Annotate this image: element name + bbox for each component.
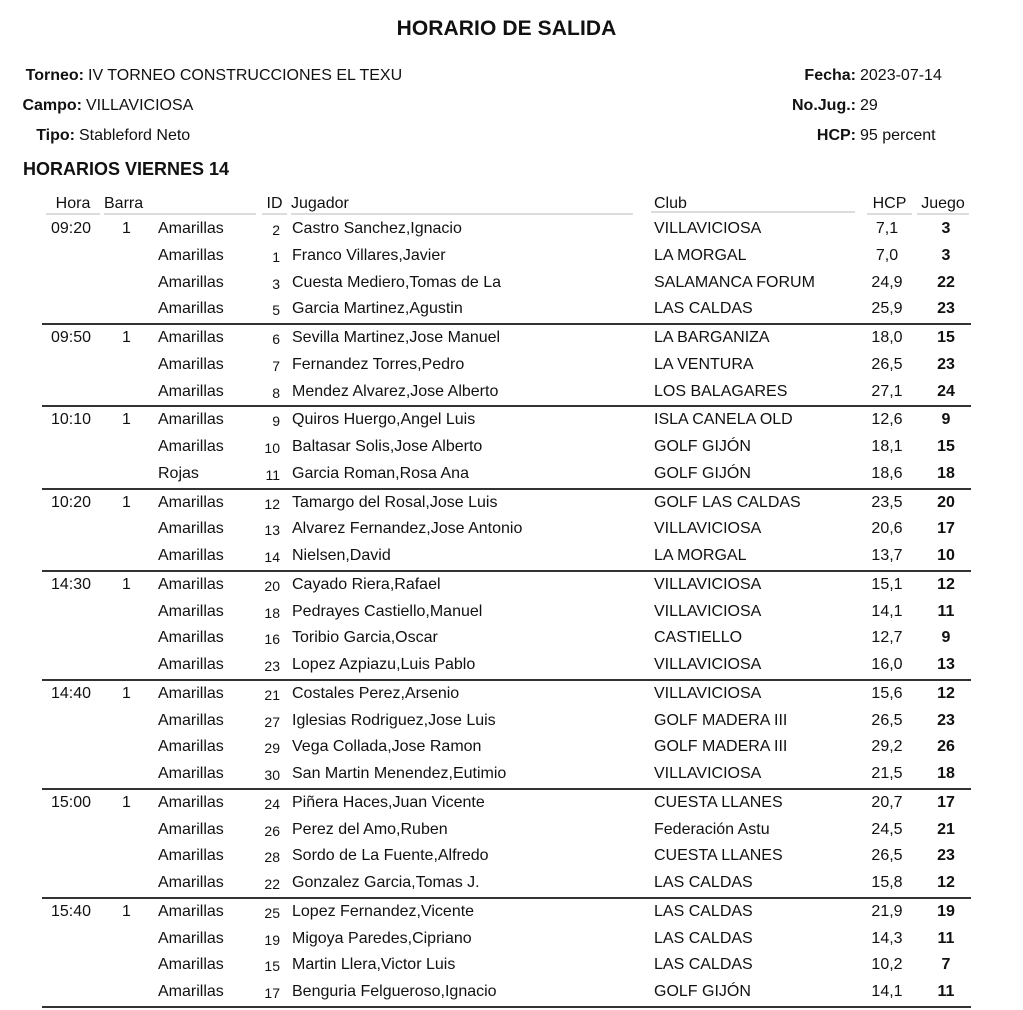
player-hcp: 27,1 (871, 382, 903, 400)
player-name: Lopez Fernandez,Vicente (292, 902, 475, 920)
player-name: Piñera Haces,Juan Vicente (292, 793, 485, 811)
meta-value: IV TORNEO CONSTRUCCIONES EL TEXU (88, 67, 403, 84)
tee-color: Amarillas (158, 983, 224, 1000)
player-id: 29 (264, 740, 280, 757)
meta-value: VILLAVICIOSA (86, 97, 194, 114)
player-hcp: 21,5 (871, 765, 903, 782)
player-club: GOLF MADERA III (654, 711, 788, 729)
player-name: Nielsen,David (292, 547, 391, 564)
tee-time-group (42, 681, 971, 790)
tee-color: Amarillas (158, 629, 224, 647)
header-hora: Hora (46, 194, 100, 215)
player-playing-hcp: 23 (937, 300, 955, 318)
player-name: Garcia Martinez,Agustin (292, 300, 463, 318)
tee-time: 09:20 (51, 220, 92, 237)
player-club: VILLAVICIOSA (654, 575, 762, 593)
player-playing-hcp: 9 (941, 411, 951, 429)
player-name: Martin Llera,Victor Luis (292, 956, 456, 974)
player-hcp: 26,5 (871, 847, 903, 865)
player-name: Sordo de La Fuente,Alfredo (292, 847, 489, 865)
player-id: 6 (272, 331, 280, 347)
tee-number: 1 (122, 902, 131, 920)
player-club: LA VENTURA (654, 355, 754, 373)
player-club: ISLA CANELA OLD (654, 411, 793, 429)
player-club: LAS CALDAS (654, 902, 753, 920)
player-name: Perez del Amo,Ruben (292, 820, 448, 838)
tee-color: Amarillas (158, 273, 224, 291)
header-id: ID (262, 194, 287, 215)
tee-time-group (42, 572, 971, 681)
player-name: Fernandez Torres,Pedro (292, 355, 465, 373)
tee-color: Amarillas (158, 847, 224, 865)
player-hcp: 25,9 (871, 300, 903, 318)
player-name: Alvarez Fernandez,Jose Antonio (292, 520, 523, 538)
player-hcp: 24,9 (871, 273, 903, 291)
player-hcp: 21,9 (871, 902, 903, 920)
tee-time: 14:30 (51, 575, 92, 593)
player-name: Pedrayes Castiello,Manuel (292, 602, 483, 620)
tee-time: 14:40 (51, 684, 92, 702)
meta-value: 2023-07-14 (860, 67, 942, 84)
player-playing-hcp: 13 (937, 656, 955, 673)
tee-color: Amarillas (158, 382, 224, 400)
tee-times-table (42, 216, 971, 1008)
player-hcp: 14,1 (871, 983, 903, 1000)
player-name: Cayado Riera,Rafael (292, 575, 441, 593)
player-playing-hcp: 15 (937, 329, 955, 346)
table-row (42, 843, 971, 870)
player-name: Garcia Roman,Rosa Ana (292, 464, 469, 482)
player-club: LAS CALDAS (654, 929, 753, 947)
player-id: 3 (272, 275, 280, 292)
player-id: 20 (264, 577, 280, 594)
player-id: 13 (264, 522, 280, 539)
player-playing-hcp: 7 (941, 956, 951, 974)
table-header (0, 194, 1023, 216)
player-playing-hcp: 10 (937, 547, 955, 564)
player-id: 28 (264, 849, 280, 866)
player-hcp: 29,2 (871, 738, 903, 756)
player-club: CUESTA LLANES (654, 847, 783, 865)
player-hcp: 24,5 (871, 820, 903, 838)
player-hcp: 26,5 (871, 355, 903, 373)
player-club: VILLAVICIOSA (654, 220, 762, 237)
player-id: 11 (265, 466, 280, 483)
player-playing-hcp: 3 (941, 220, 951, 237)
table-row (42, 817, 971, 844)
player-playing-hcp: 17 (937, 793, 955, 811)
player-hcp: 12,7 (871, 629, 903, 647)
table-row (42, 952, 971, 979)
tee-color: Amarillas (158, 738, 224, 756)
table-row (42, 761, 971, 788)
player-club: CASTIELLO (654, 629, 743, 647)
player-playing-hcp: 18 (937, 464, 955, 482)
player-id: 16 (264, 631, 280, 648)
player-name: Benguria Felgueroso,Ignacio (292, 983, 497, 1000)
player-playing-hcp: 12 (937, 684, 955, 702)
header-juego: Juego (917, 194, 969, 215)
meta-campo (7, 96, 193, 116)
tee-color: Amarillas (158, 874, 224, 891)
header-club: Club (651, 194, 855, 213)
player-name: Lopez Azpiazu,Luis Pablo (292, 656, 476, 673)
player-club: GOLF GIJÓN (654, 438, 751, 455)
player-club: LA BARGANIZA (654, 329, 770, 346)
player-hcp: 18,0 (871, 329, 903, 346)
tee-time-group (42, 490, 971, 572)
tee-color: Amarillas (158, 902, 224, 920)
table-row (42, 708, 971, 735)
tee-time-group (42, 407, 971, 489)
tee-color: Amarillas (158, 820, 224, 838)
meta-tipo (0, 126, 190, 146)
tee-color: Amarillas (158, 520, 224, 538)
player-name: Toribio Garcia,Oscar (292, 629, 438, 647)
meta-label: No.Jug.: (792, 97, 856, 114)
player-id: 24 (264, 795, 280, 812)
tee-color: Amarillas (158, 329, 224, 346)
player-hcp: 20,6 (871, 520, 903, 538)
tee-color: Amarillas (158, 438, 224, 455)
tee-time: 15:40 (51, 902, 92, 920)
meta-value: 29 (860, 97, 878, 114)
player-id: 18 (264, 604, 280, 621)
tee-time-group (42, 216, 971, 325)
player-club: VILLAVICIOSA (654, 602, 762, 620)
tee-color: Amarillas (158, 602, 224, 620)
player-name: Franco Villares,Javier (292, 246, 446, 264)
meta-torneo (9, 66, 402, 86)
player-club: LA MORGAL (654, 547, 747, 564)
tee-color: Amarillas (158, 246, 224, 264)
meta-label: Campo: (22, 97, 82, 114)
tee-color: Amarillas (158, 220, 224, 237)
tee-color: Amarillas (158, 411, 224, 429)
table-row (42, 243, 971, 270)
table-row (42, 572, 971, 599)
table-row (42, 599, 971, 626)
table-row (42, 625, 971, 652)
table-row (42, 543, 971, 570)
player-playing-hcp: 21 (937, 820, 955, 838)
player-playing-hcp: 12 (937, 575, 955, 593)
meta-label: HCP: (816, 127, 856, 144)
player-id: 5 (272, 302, 280, 319)
tee-number: 1 (122, 493, 131, 511)
table-row (42, 516, 971, 543)
tee-time: 10:10 (51, 411, 92, 429)
tee-color: Amarillas (158, 793, 224, 811)
player-playing-hcp: 24 (937, 382, 955, 400)
player-name: Vega Collada,Jose Ramon (292, 738, 482, 756)
player-club: GOLF GIJÓN (654, 983, 751, 1000)
meta-value: 95 percent (860, 127, 936, 144)
tee-number: 1 (122, 575, 131, 593)
meta-value: Stableford Neto (79, 127, 191, 144)
table-row (42, 681, 971, 708)
meta-fecha (743, 66, 942, 86)
table-row (42, 926, 971, 953)
player-name: Tamargo del Rosal,Jose Luis (292, 493, 498, 511)
player-id: 1 (272, 248, 280, 265)
table-row (42, 652, 971, 679)
player-id: 21 (264, 686, 280, 703)
player-name: Castro Sanchez,Ignacio (292, 220, 462, 237)
player-id: 27 (264, 713, 280, 730)
player-club: LAS CALDAS (654, 300, 753, 318)
tee-color: Amarillas (158, 929, 224, 947)
player-playing-hcp: 20 (937, 493, 955, 511)
tee-time-group (42, 325, 971, 407)
table-row (42, 979, 971, 1006)
player-playing-hcp: 12 (937, 874, 955, 891)
tee-color: Amarillas (158, 765, 224, 782)
player-hcp: 12,6 (871, 411, 903, 429)
table-row (42, 899, 971, 926)
player-id: 12 (264, 495, 280, 512)
table-row (42, 434, 971, 461)
tee-number: 1 (122, 220, 131, 237)
section-title: HORARIOS VIERNES 14 (23, 159, 230, 179)
player-club: VILLAVICIOSA (654, 520, 762, 538)
player-playing-hcp: 23 (937, 355, 955, 373)
table-row (42, 461, 971, 488)
player-name: Quiros Huergo,Angel Luis (292, 411, 476, 429)
table-row (42, 734, 971, 761)
table-row (42, 270, 971, 297)
header-barra: Barra (104, 194, 256, 215)
player-club: GOLF MADERA III (654, 738, 788, 756)
meta-label: Tipo: (36, 127, 75, 144)
player-club: CUESTA LLANES (654, 793, 783, 811)
player-id: 14 (264, 549, 280, 565)
table-row (42, 216, 971, 243)
player-hcp: 14,1 (871, 602, 903, 620)
tee-number: 1 (122, 411, 131, 429)
player-playing-hcp: 19 (937, 902, 955, 920)
player-id: 10 (264, 440, 280, 456)
tee-number: 1 (122, 329, 131, 346)
table-row (42, 870, 971, 897)
player-id: 7 (272, 357, 280, 374)
player-playing-hcp: 11 (937, 983, 955, 1000)
player-club: VILLAVICIOSA (654, 684, 762, 702)
tee-color: Amarillas (158, 711, 224, 729)
player-name: Gonzalez Garcia,Tomas J. (292, 874, 480, 891)
document-title: HORARIO DE SALIDA (396, 17, 617, 40)
player-hcp: 20,7 (871, 793, 903, 811)
player-club: GOLF LAS CALDAS (654, 493, 801, 511)
table-row (42, 379, 971, 406)
player-id: 26 (264, 822, 280, 839)
player-hcp: 7,1 (875, 220, 899, 237)
table-row (42, 790, 971, 817)
player-playing-hcp: 11 (937, 929, 955, 947)
header-jugador: Jugador (291, 194, 633, 215)
player-hcp: 13,7 (871, 547, 903, 564)
player-playing-hcp: 11 (937, 602, 955, 620)
meta-label: Torneo: (25, 67, 84, 84)
player-playing-hcp: 26 (937, 738, 955, 756)
player-playing-hcp: 23 (937, 711, 955, 729)
tee-color: Amarillas (158, 355, 224, 373)
player-hcp: 15,8 (871, 874, 903, 891)
player-id: 23 (264, 658, 280, 674)
player-hcp: 7,0 (875, 246, 899, 264)
player-name: San Martin Menendez,Eutimio (292, 765, 507, 782)
table-row (42, 490, 971, 517)
player-name: Iglesias Rodriguez,Jose Luis (292, 711, 496, 729)
header-hcp: HCP (867, 194, 912, 215)
player-hcp: 15,1 (871, 575, 903, 593)
tee-time: 15:00 (51, 793, 92, 811)
player-hcp: 10,2 (871, 956, 903, 974)
player-hcp: 18,6 (871, 464, 903, 482)
meta-hcp (743, 126, 936, 146)
tee-color: Amarillas (158, 656, 224, 673)
player-hcp: 16,0 (871, 656, 903, 673)
player-club: Federación Astu (654, 820, 770, 838)
player-id: 25 (264, 904, 280, 921)
player-playing-hcp: 18 (937, 765, 955, 782)
player-hcp: 26,5 (871, 711, 903, 729)
player-club: GOLF GIJÓN (654, 464, 751, 482)
tee-color: Amarillas (158, 547, 224, 564)
tee-color: Rojas (158, 464, 199, 482)
player-club: LAS CALDAS (654, 874, 753, 891)
player-club: LA MORGAL (654, 246, 747, 264)
player-id: 22 (264, 876, 280, 892)
player-id: 8 (272, 384, 280, 401)
tee-number: 1 (122, 793, 131, 811)
player-playing-hcp: 22 (937, 273, 955, 291)
tee-color: Amarillas (158, 300, 224, 318)
meta-players-count (743, 96, 878, 116)
player-name: Cuesta Mediero,Tomas de La (292, 273, 501, 291)
player-id: 19 (264, 931, 280, 948)
table-row (42, 407, 971, 434)
player-name: Migoya Paredes,Cipriano (292, 929, 472, 947)
tee-time: 10:20 (51, 493, 92, 511)
player-club: SALAMANCA FORUM (654, 273, 815, 291)
player-name: Baltasar Solis,Jose Alberto (292, 438, 483, 455)
player-playing-hcp: 3 (941, 246, 951, 264)
player-hcp: 15,6 (871, 684, 903, 702)
tee-color: Amarillas (158, 684, 224, 702)
player-club: LAS CALDAS (654, 956, 753, 974)
tee-color: Amarillas (158, 575, 224, 593)
tee-time: 09:50 (51, 329, 92, 346)
table-row (42, 296, 971, 323)
player-id: 17 (264, 985, 280, 1001)
player-club: VILLAVICIOSA (654, 656, 762, 673)
player-name: Mendez Alvarez,Jose Alberto (292, 382, 499, 400)
player-playing-hcp: 23 (937, 847, 955, 865)
table-row (42, 352, 971, 379)
player-club: VILLAVICIOSA (654, 765, 762, 782)
player-hcp: 23,5 (871, 493, 903, 511)
tee-color: Amarillas (158, 493, 224, 511)
player-club: LOS BALAGARES (654, 382, 788, 400)
tee-time-group (42, 899, 971, 1008)
player-playing-hcp: 17 (937, 520, 955, 538)
player-name: Sevilla Martinez,Jose Manuel (292, 329, 501, 346)
tee-color: Amarillas (158, 956, 224, 974)
player-hcp: 14,3 (871, 929, 903, 947)
player-id: 9 (272, 413, 280, 430)
table-row (42, 325, 971, 352)
meta-label: Fecha: (804, 67, 856, 84)
player-id: 30 (264, 767, 280, 783)
player-id: 2 (272, 222, 280, 238)
player-playing-hcp: 9 (941, 629, 951, 647)
tee-number: 1 (122, 684, 131, 702)
player-playing-hcp: 15 (937, 438, 955, 455)
tee-time-group (42, 790, 971, 899)
player-id: 15 (264, 958, 280, 975)
player-hcp: 18,1 (871, 438, 903, 455)
player-name: Costales Perez,Arsenio (292, 684, 460, 702)
